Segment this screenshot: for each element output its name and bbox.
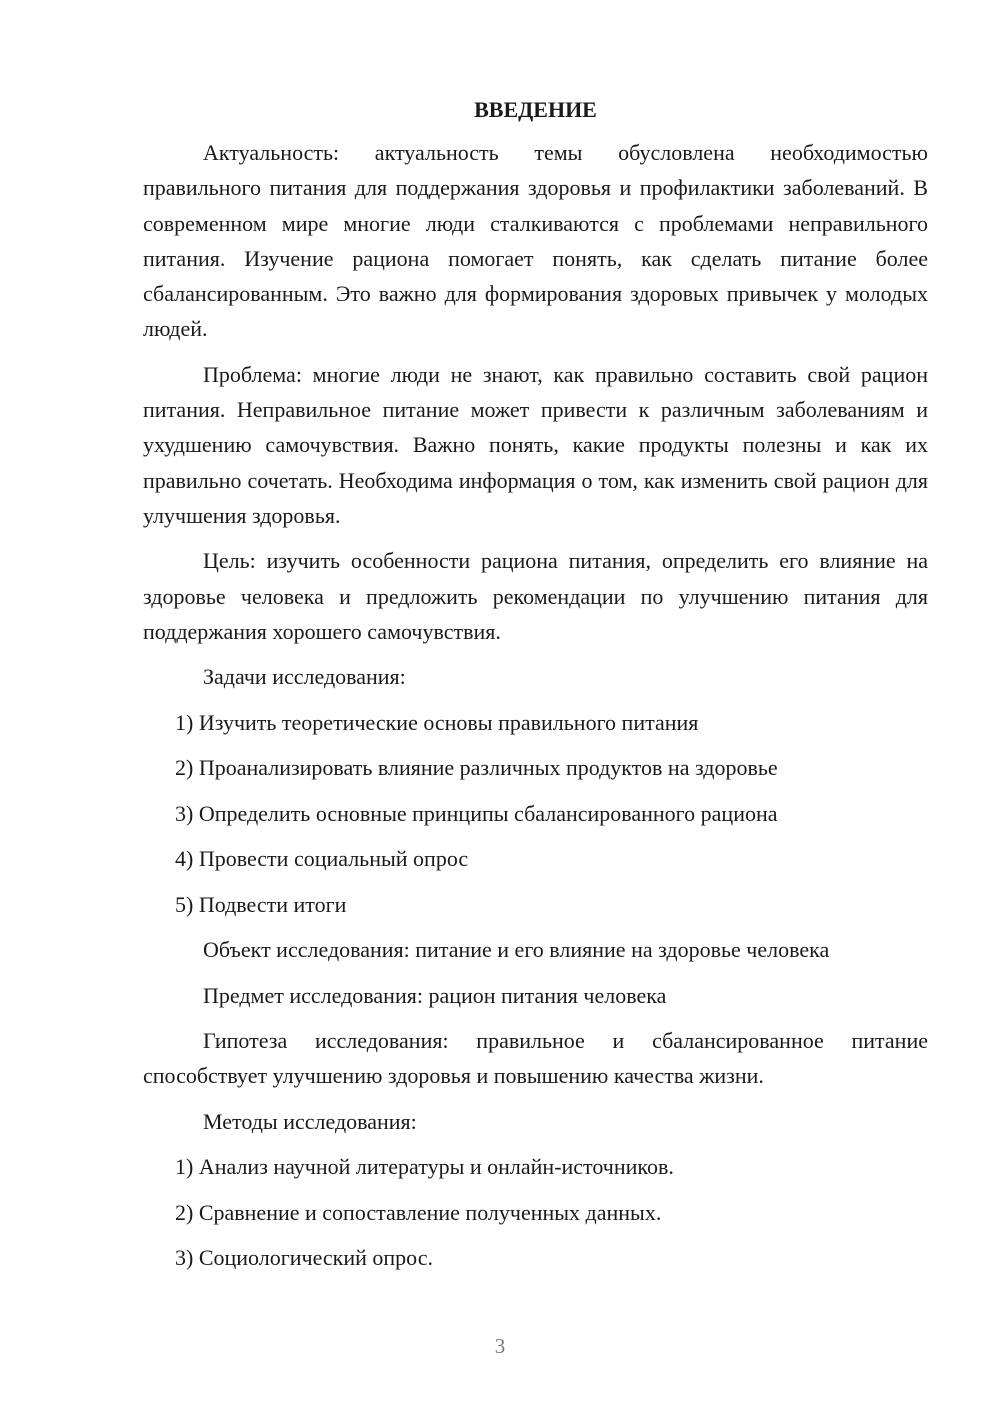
list-item: 3) Социологический опрос.: [175, 1245, 433, 1271]
list-item: 4) Провести социальный опрос: [175, 846, 469, 872]
page-number: 3: [494, 1334, 506, 1358]
relevance-paragraph: Актуальность: актуальность темы обусловлена необходимостью правильного питания для поддержания здоровья и профилактики заболеваний. В современном мире многие люди сталкиваются с проблемами неправильного питания. Изучение рациона помогает понять, как сделать питание более сбалансированным. Это важно для формирования здоровых привычек у молодых людей.: [143, 140, 928, 342]
methods-heading: Методы исследования:: [203, 1108, 417, 1134]
problem-paragraph: Проблема: многие люди не знают, как правильно составить свой рацион питания. Неправильное питание может привести к различным заболеваниям и ухудшению самочувствия. Важно понять, какие продукты полезны и как их правильно сочетать. Необходима информация о том, как изменить свой рацион для улучшения здоровья.: [143, 361, 928, 528]
document-page: [143, 92, 928, 1286]
subject-line: Предмет исследования: рацион питания человека: [203, 982, 667, 1008]
list-item: 1) Изучить теоретические основы правильного питания: [175, 709, 699, 735]
object-line: Объект исследования: питание и его влияние на здоровье человека: [203, 937, 830, 963]
goal-paragraph: Цель: изучить особенности рациона питания, определить его влияние на здоровье человека и предложить рекомендации по улучшению питания для поддержания хорошего самочувствия.: [143, 548, 928, 644]
list-item: 1) Анализ научной литературы и онлайн-источников.: [175, 1154, 674, 1180]
tasks-list: [143, 705, 928, 922]
list-item: 2) Проанализировать влияние различных продуктов на здоровье: [175, 755, 778, 781]
methods-list: [143, 1149, 928, 1275]
hypothesis-paragraph: Гипотеза исследования: правильное и сбалансированное питание способствует улучшению здоровья и повышению качества жизни.: [143, 1028, 928, 1089]
tasks-heading: Задачи исследования:: [203, 664, 406, 690]
list-item: 3) Определить основные принципы сбалансированного рациона: [175, 800, 778, 826]
list-item: 2) Сравнение и сопоставление полученных данных.: [175, 1199, 662, 1225]
section-title: ВВЕДЕНИЕ: [474, 97, 597, 122]
list-item: 5) Подвести итоги: [175, 891, 347, 917]
